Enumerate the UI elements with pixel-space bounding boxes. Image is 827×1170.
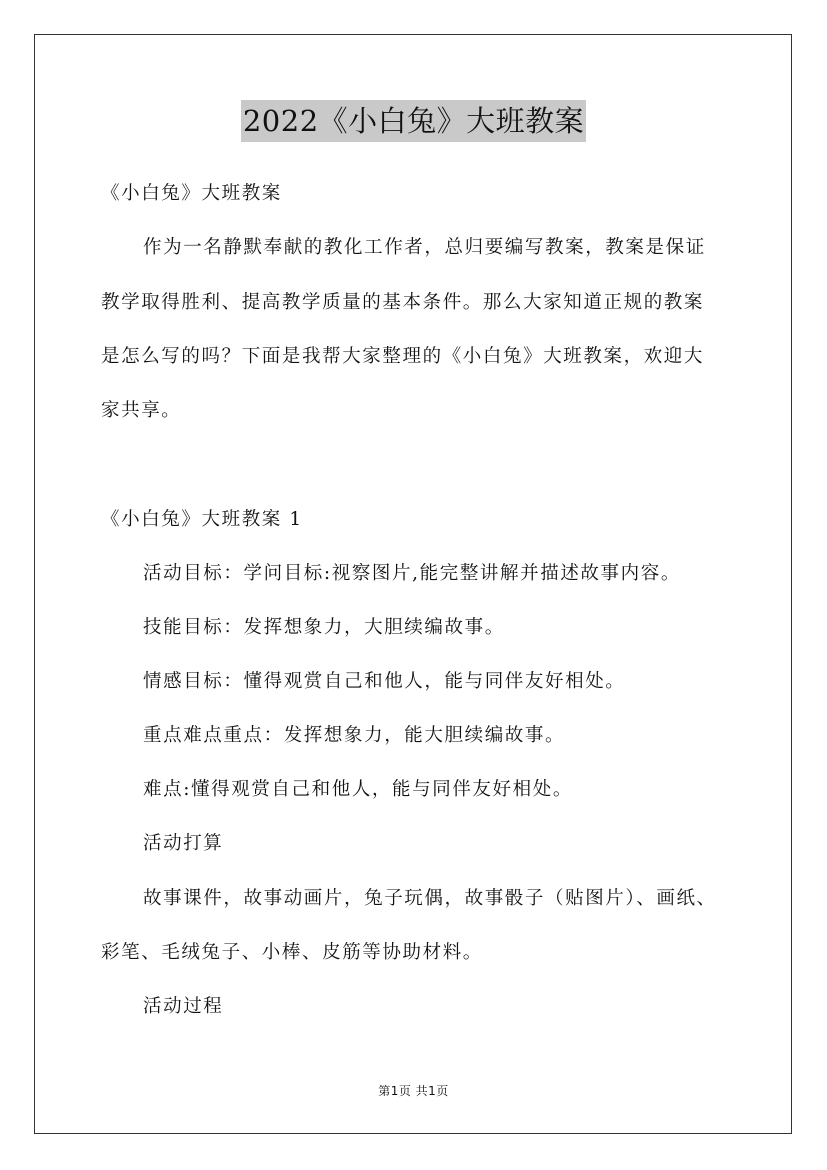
body-line-activity-goal: 活动目标：学问目标:视察图片,能完整讲解并描述故事内容。 [143,563,681,584]
intro-line-1: 作为一名静默奉献的教化工作者，总归要编写教案，教案是保证 [143,237,706,258]
body-line-materials-1: 故事课件，故事动画片，兔子玩偶，故事骰子（贴图片）、画纸、 [143,888,717,909]
title-container [0,100,827,142]
page-footer: 第1页 共1页 [378,1084,449,1098]
body-line-emotion-goal: 情感目标：懂得观赏自己和他人，能与同伴友好相处。 [143,671,626,692]
body-line-materials-2: 彩笔、毛绒兔子、小棒、皮筋等协助材料。 [101,942,483,963]
body-line-preparation-heading: 活动打算 [143,833,224,854]
intro-line-4: 家共享。 [101,400,182,421]
body-line-key-point: 重点难点重点：发挥想象力，能大胆续编故事。 [143,725,566,746]
section-heading: 《小白兔》大班教案 1 [101,509,303,530]
body-line-process-heading: 活动过程 [143,996,224,1017]
intro-line-3: 是怎么写的吗？下面是我帮大家整理的《小白兔》大班教案，欢迎大 [101,346,705,367]
document-title: 2022《小白兔》大班教案 [241,100,586,142]
body-line-skill-goal: 技能目标：发挥想象力，大胆续编故事。 [143,617,505,638]
document-subtitle: 《小白兔》大班教案 [101,183,282,204]
intro-line-2: 教学取得胜利、提高教学质量的基本条件。那么大家知道正规的教案 [101,292,705,313]
body-line-difficulty: 难点:懂得观赏自己和他人，能与同伴友好相处。 [143,779,573,800]
